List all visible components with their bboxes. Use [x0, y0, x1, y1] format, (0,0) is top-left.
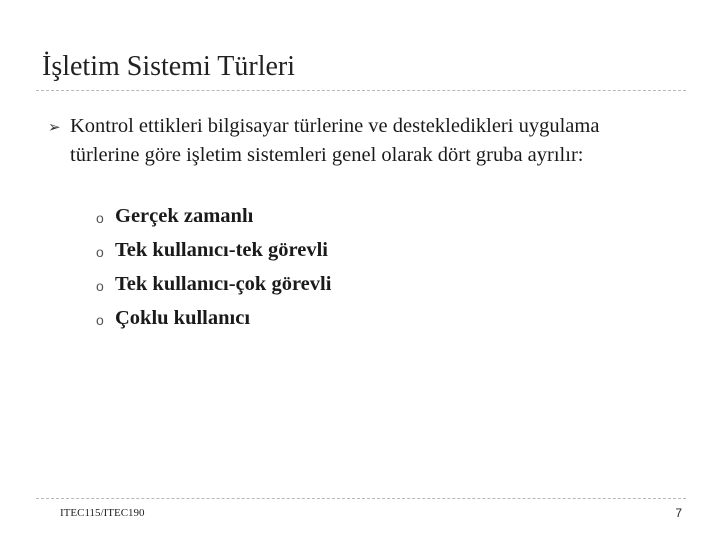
list-item-text: Gerçek zamanlı — [115, 205, 254, 227]
list-item-text: Tek kullanıcı-çok görevli — [115, 273, 332, 295]
page-number: 7 — [675, 506, 682, 520]
main-bullet-text: Kontrol ettikleri bilgisayar türlerine ve destekledikleri uygulama türlerine göre işletim sistemleri genel olarak dört gruba ayrılır: — [70, 115, 600, 166]
circle-bullet-icon: o — [96, 278, 104, 294]
list-item-text: Tek kullanıcı-tek görevli — [115, 239, 328, 261]
list-item-text: Çoklu kullanıcı — [115, 307, 251, 329]
slide-title: İşletim Sistemi Türleri — [42, 51, 296, 82]
footer-divider — [36, 498, 686, 499]
circle-bullet-icon: o — [96, 244, 104, 260]
arrowhead-bullet-icon: ➢ — [48, 118, 61, 136]
circle-bullet-icon: o — [96, 210, 104, 226]
title-divider — [36, 90, 686, 91]
circle-bullet-icon: o — [96, 312, 104, 328]
footer-course-label: ITEC115/ITEC190 — [60, 507, 145, 519]
